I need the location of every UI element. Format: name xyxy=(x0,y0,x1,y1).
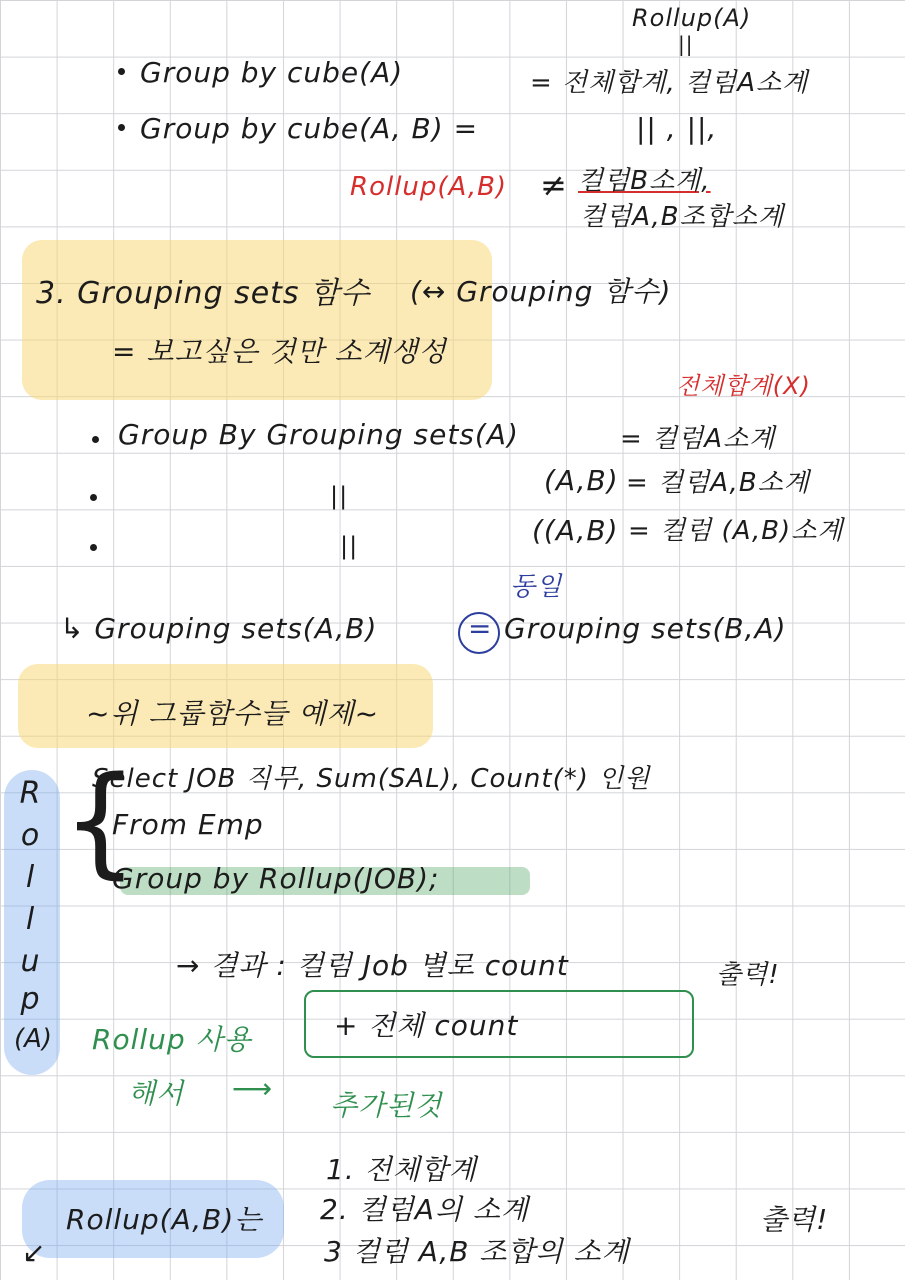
grouping-sets-a: Group By Grouping sets(A) xyxy=(118,418,519,451)
down-arrow-icon: ↙ xyxy=(22,1236,47,1269)
code-line-group: Group by Rollup(JOB); xyxy=(112,862,440,895)
cube-ab-line: Group by cube(A, B) = xyxy=(140,112,479,145)
section3-heading: 3. Grouping sets 함수 xyxy=(36,276,371,311)
added-box-text: + 전체 count xyxy=(334,1009,519,1042)
side-letter: u xyxy=(20,944,40,979)
bullet xyxy=(118,68,125,75)
side-letter: R xyxy=(19,776,41,811)
ditto-mark: || xyxy=(340,532,359,560)
footer-item-1: 1. 전체합계 xyxy=(326,1153,477,1186)
equals-mark: || xyxy=(678,32,694,56)
cube-a-line: Group by cube(A) xyxy=(140,56,404,89)
result-print: 출력! xyxy=(716,960,780,990)
grouping-sets-ab: (A,B) xyxy=(544,464,619,497)
column-ab-subtotal: 컬럼A,B조합소계 xyxy=(580,202,785,232)
bullet xyxy=(118,124,125,131)
equiv-left: ↳ Grouping sets(A,B) xyxy=(60,612,378,645)
column-b-subtotal: 컬럼B소계, xyxy=(578,166,711,196)
side-letter: l xyxy=(25,902,35,937)
footer-rollup-ab: Rollup(A,B)는 xyxy=(66,1203,263,1236)
grouping-sets-paren-ab-result: = 컬럼 (A,B)소계 xyxy=(628,516,844,546)
grouping-sets-ab-result: = 컬럼A,B소계 xyxy=(626,468,810,498)
arrow-icon: ⟶ xyxy=(232,1072,274,1105)
code-line-select: Select JOB 직무, Sum(SAL), Count(*) 인원 xyxy=(92,764,651,794)
side-letter: p xyxy=(20,982,40,1017)
rollup-use: Rollup 사용 xyxy=(92,1023,252,1056)
equals-sign: = xyxy=(468,612,493,645)
side-letter: (A) xyxy=(13,1024,53,1054)
grouping-sets-paren-ab: ((A,B) xyxy=(532,514,619,547)
bullet xyxy=(90,544,97,551)
total-note: 전체합계(X) xyxy=(676,372,811,400)
bullet xyxy=(90,494,97,501)
code-line-from: From Emp xyxy=(112,808,264,841)
rollup-a-label: Rollup(A) xyxy=(632,4,752,32)
footer-item-3: 3 컬럼 A,B 조합의 소계 xyxy=(324,1235,630,1268)
section3-heading-note: (↔ Grouping 함수) xyxy=(410,275,672,308)
added-label: 추가된것 xyxy=(330,1089,443,1122)
cube-ab-result: || , ||, xyxy=(636,112,718,145)
highlight-section3-heading xyxy=(22,240,492,400)
result-line: → 결과 : 컬럼 Job 별로 count xyxy=(176,949,569,982)
equiv-right: Grouping sets(B,A) xyxy=(504,612,787,645)
ditto-mark: || xyxy=(330,482,349,510)
cube-a-result: = 전체합계, 컬럼A소계 xyxy=(530,68,809,98)
curly-brace: { xyxy=(62,752,140,891)
haeseo: 해서 xyxy=(128,1077,185,1110)
section3-subtitle: = 보고싶은 것만 소계생성 xyxy=(112,335,447,368)
not-equal-sign: ≠ xyxy=(540,166,568,204)
footer-print: 출력! xyxy=(760,1203,829,1236)
footer-item-2: 2. 컬럼A의 소계 xyxy=(320,1193,529,1226)
side-letter: o xyxy=(20,818,40,853)
grouping-sets-a-result: = 컬럼A소계 xyxy=(620,424,776,454)
rollup-ab-red: Rollup(A,B) xyxy=(350,172,508,202)
bullet xyxy=(92,436,99,443)
example-heading: ~위 그룹함수들 예제~ xyxy=(86,697,380,730)
same-label: 동일 xyxy=(510,572,563,602)
side-letter: l xyxy=(25,860,35,895)
